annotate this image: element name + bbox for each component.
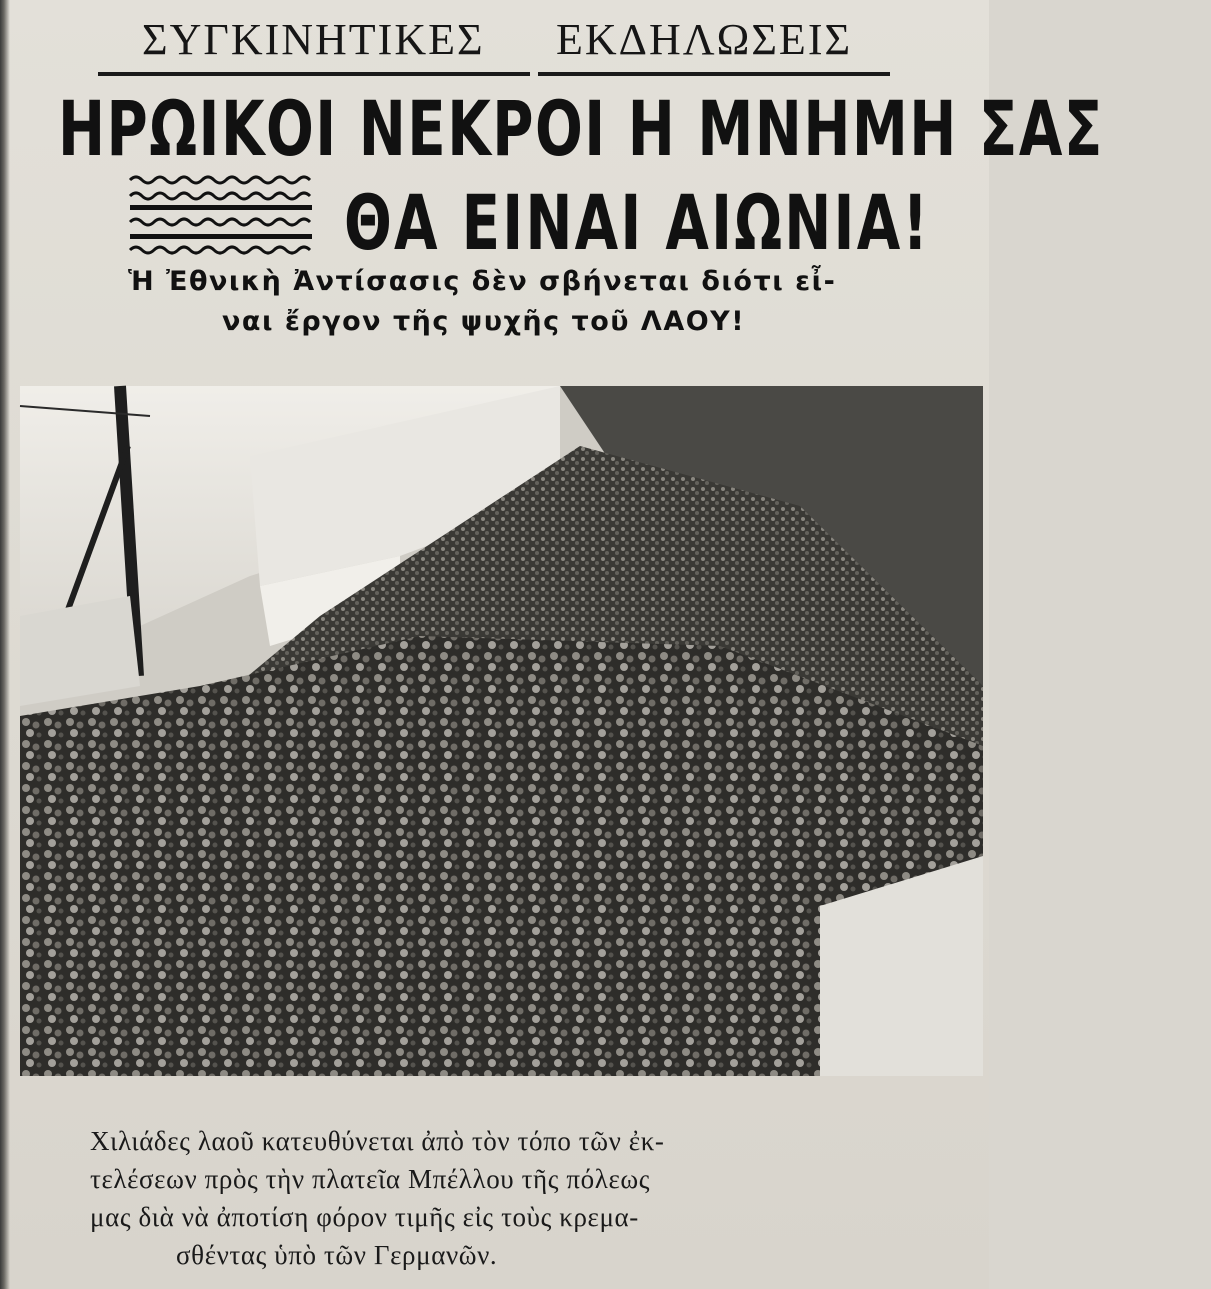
headline-line-2: ΘΑ ΕΙΝΑΙ ΑΙΩΝΙΑ! [344, 178, 931, 267]
subhead-line-1: Ἡ Ἐθνικὴ Ἀντίσασις δὲν σβήνεται διότι εἶ- [128, 266, 837, 297]
subhead-line-2: ναι ἔργον τῆς ψυχῆς τοῦ ΛΑΟΥ! [222, 306, 746, 337]
wavy-lines-ornament [128, 172, 316, 262]
kicker-rule-left [98, 72, 530, 76]
caption-line-4: σθέντας ὑπὸ τῶν Γερμανῶν. [176, 1240, 498, 1270]
caption-line-1: Χιλιάδες λαοῦ κατευθύνεται ἀπὸ τὸν τόπο τῶν ἐκ- [90, 1126, 665, 1156]
clipping-left-edge [0, 0, 10, 1289]
crowd-photo [20, 386, 983, 1076]
caption-line-3: μας διὰ νὰ ἀποτίση φόρον τιμῆς εἰς τοὺς κρεμα- [90, 1202, 639, 1232]
headline-line-1: ΗΡΩΙΚΟΙ ΝΕΚΡΟΙ Η ΜΝΗΜΗ ΣΑΣ [58, 84, 1104, 173]
kicker-rule-right [538, 72, 890, 76]
kicker-right: ΕΚΔΗΛΩΣΕΙΣ [556, 15, 853, 64]
kicker-left: ΣΥΓΚΙΝΗΤΙΚΕΣ [142, 15, 485, 64]
caption-line-2: τελέσεων πρὸς τὴν πλατεῖα Μπέλλου τῆς πόλεως [90, 1164, 651, 1194]
crowd-photo-image [20, 386, 983, 1076]
